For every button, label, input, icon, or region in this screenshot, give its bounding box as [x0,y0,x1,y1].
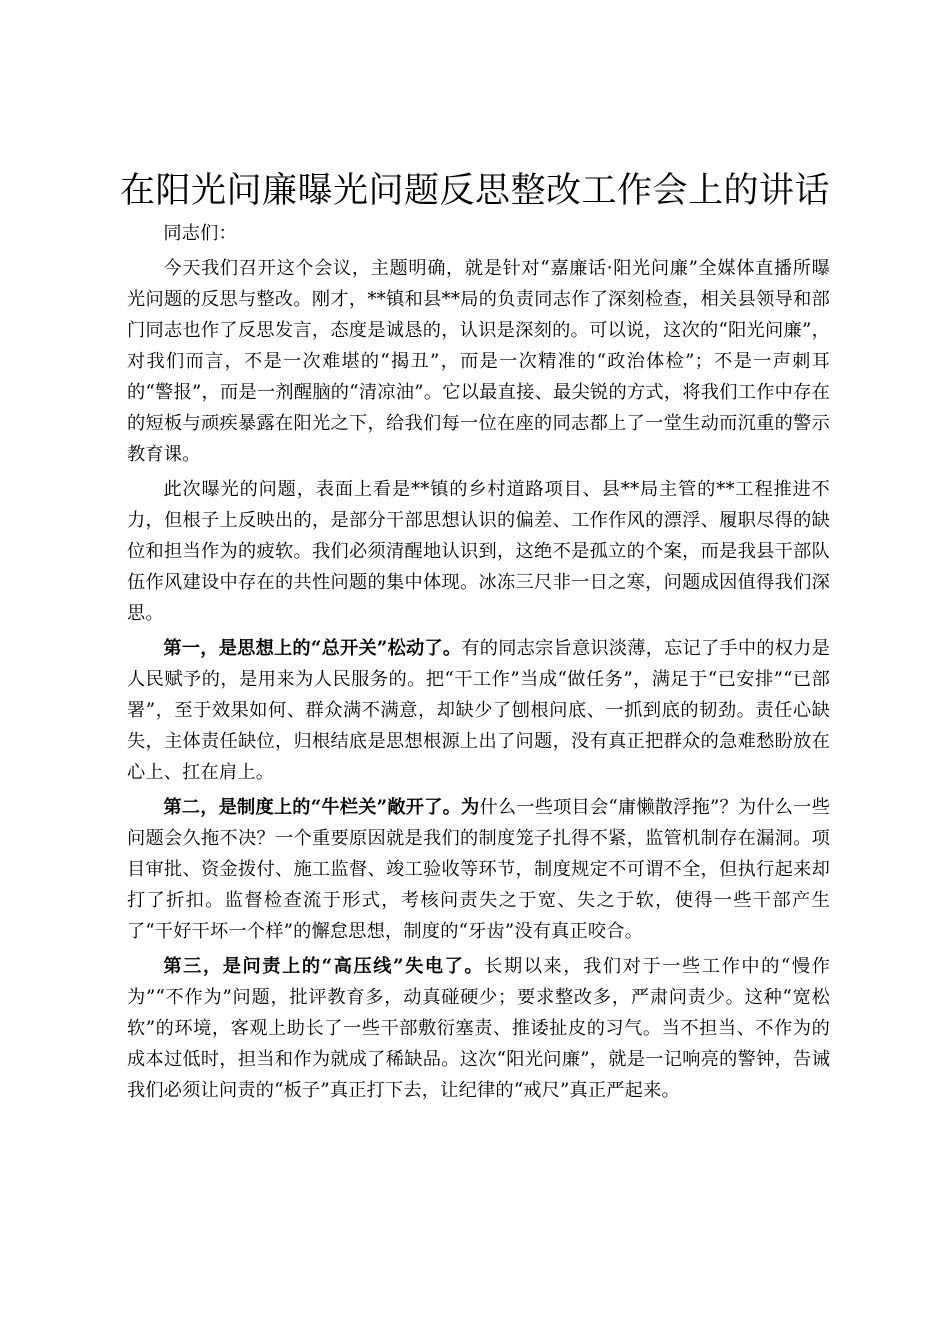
paragraph-4 [127,792,830,947]
paragraph-5-lead: 第三，是问责上的“高压线”失电了。 [163,956,485,977]
paragraph-5-text: 长期以来，我们对于一些工作中的“慢作为”“不作为”问题，批评教育多，动真碰硬少；要求整改多，严肃问责少。这种“宽松软”的环境，客观上助长了一些干部敷衍塞责、推诿扯皮的习气。当不担当、不作为的成本过低时，担当和作为就成了稀缺品。这次“阳光问廉”，就是一记响亮的警钟，告诫我们必须让问责的“板子”真正打下去，让纪律的“戒尺”真正严起来。 [127,956,830,1101]
paragraph-4-text: 什么一些项目会“庸懒散浮拖”？为什么一些问题会久拖不决？一个重要原因就是我们的制度笼子扎得不紧，监管机制存在漏洞。项目审批、资金拨付、施工监督、竣工验收等环节，制度规定不可谓不全，但执行起来却打了折扣。监督检查流于形式，考核问责失之于宽、失之于软，使得一些干部产生了“干好干坏一个样”的懈怠思想，制度的“牙齿”没有真正咬合。 [127,797,830,942]
document-title: 在阳光问廉曝光问题反思整改工作会上的讲话 [119,171,830,211]
paragraph-5 [127,951,830,1106]
paragraph-1-text: 今天我们召开这个会议，主题明确，就是针对“嘉廉话·阳光问廉”全媒体直播所曝光问题的反思与整改。刚才，**镇和县**局的负责同志作了深刻检查，相关县领导和部门同志也作了反思发言，态度是诚恳的，认识是深刻的。可以说，这次的“阳光问廉”，对我们而言，不是一次难堪的“揭丑”，而是一次精准的“政治体检”；不是一声刺耳的“警报”，而是一剂醒脑的“清凉油”。它以最直接、最尖锐的方式，将我们工作中存在的短板与顽疾暴露在阳光之下，给我们每一位在座的同志都上了一堂生动而沉重的警示教育课。 [127,258,830,465]
salutation: 同志们： [163,223,237,244]
document-body [127,218,830,1106]
paragraph-1 [127,253,830,470]
paragraph-3 [127,633,830,788]
paragraph-4-lead: 第二，是制度上的“牛栏关”敞开了。为 [163,797,480,818]
paragraph-2-text: 此次曝光的问题，表面上看是**镇的乡村道路项目、县**局主管的**工程推进不力，但根子上反映出的，是部分干部思想认识的偏差、工作作风的漂浮、履职尽得的缺位和担当作为的疲软。我们必须清醒地认识到，这绝不是孤立的个案，而是我县干部队伍作风建设中存在的共性问题的集中体现。冰冻三尺非一日之寒，问题成因值得我们深思。 [127,479,830,624]
paragraph-3-text: 有的同志宗旨意识淡薄，忘记了手中的权力是人民赋予的，是用来为人民服务的。把“干工作”当成“做任务”，满足于“已安排”“已部署”，至于效果如何、群众满不满意，却缺少了刨根问底、一抓到底的韧劲。责任心缺失，主体责任缺位，归根结底是思想根源上出了问题，没有真正把群众的急难愁盼放在心上、扛在肩上。 [127,638,830,783]
paragraph-3-lead: 第一，是思想上的“总开关”松动了。 [163,638,462,659]
paragraph-2 [127,474,830,629]
